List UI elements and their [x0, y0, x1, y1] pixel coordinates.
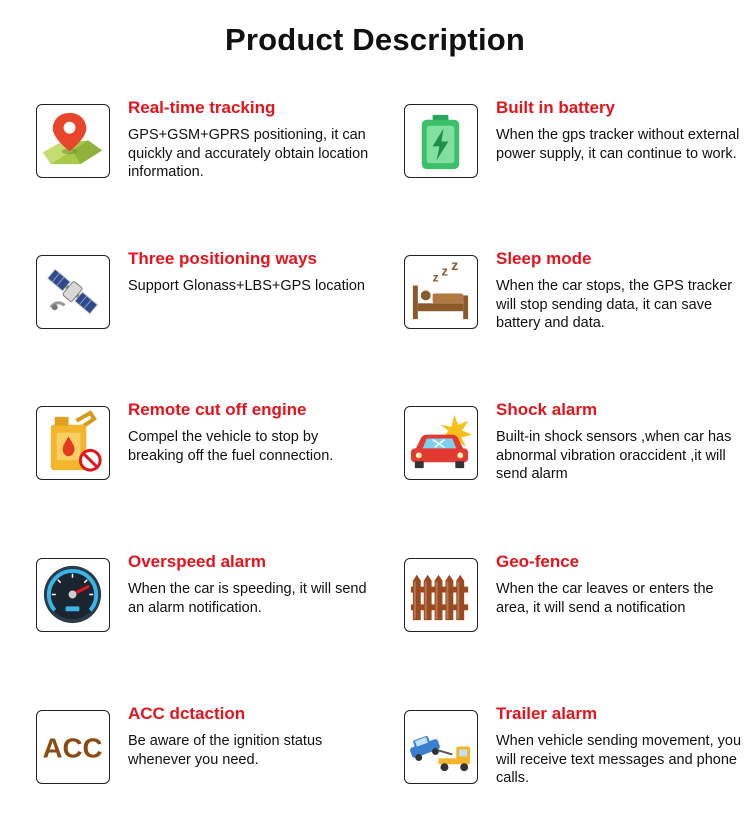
location-pin-map-icon — [36, 104, 110, 178]
sleeping-bed-icon — [404, 255, 478, 329]
feature-description: Built-in shock sensors ,when car has abnormal vibration oraccident ,it will send alarm — [496, 429, 732, 482]
feature-description: Support Glonass+LBS+GPS location — [128, 278, 365, 294]
feature-acc-detection — [36, 704, 406, 790]
tow-truck-icon — [404, 710, 478, 784]
feature-description: GPS+GSM+GPRS positioning, it can quickly and accurately obtain location information. — [128, 127, 369, 180]
feature-built-in-battery — [404, 98, 750, 184]
page-title: Product Description — [224, 22, 526, 57]
speedometer-icon — [36, 558, 110, 632]
feature-title: Trailer alarm — [496, 704, 598, 723]
car-crash-icon — [404, 406, 478, 480]
feature-title: Built in battery — [496, 98, 616, 117]
feature-description: When the gps tracker without external power supply, it can continue to work. — [496, 127, 740, 162]
feature-shock-alarm — [404, 400, 750, 486]
fence-icon — [404, 558, 478, 632]
svg-text:z: z — [432, 270, 439, 285]
feature-trailer-alarm — [404, 704, 750, 790]
feature-overspeed-alarm — [36, 552, 406, 638]
feature-title: Real-time tracking — [128, 98, 276, 117]
feature-title: Remote cut off engine — [128, 400, 307, 419]
satellite-icon — [36, 255, 110, 329]
feature-title: ACC dctaction — [128, 704, 246, 723]
feature-real-time-tracking — [36, 98, 406, 184]
feature-title: Three positioning ways — [128, 249, 317, 268]
feature-title: Sleep mode — [496, 249, 592, 268]
feature-description: Be aware of the ignition status whenever you need. — [128, 733, 323, 768]
feature-title: Shock alarm — [496, 400, 598, 419]
feature-description: When the car stops, the GPS tracker will stop sending data, it can save battery and data. — [496, 278, 733, 331]
feature-title: Overspeed alarm — [128, 552, 266, 571]
feature-sleep-mode — [404, 249, 750, 335]
acc-text-icon — [36, 710, 110, 784]
svg-text:z: z — [441, 263, 448, 279]
feature-description: When vehicle sending movement, you will receive text messages and phone calls. — [496, 733, 742, 786]
feature-description: When the car leaves or enters the area, it will send a notification — [496, 581, 714, 616]
svg-text:z: z — [451, 257, 459, 273]
battery-charging-icon — [404, 104, 478, 178]
feature-three-positioning-ways — [36, 249, 406, 335]
feature-geo-fence — [404, 552, 750, 638]
feature-remote-cut-off-engine — [36, 400, 406, 486]
feature-title: Geo-fence — [496, 552, 580, 571]
feature-description: Compel the vehicle to stop by breaking off the fuel connection. — [128, 429, 334, 464]
feature-description: When the car is speeding, it will send an alarm notification. — [128, 581, 367, 616]
fuel-can-prohibited-icon — [36, 406, 110, 480]
acc-icon-text: ACC — [42, 732, 103, 764]
